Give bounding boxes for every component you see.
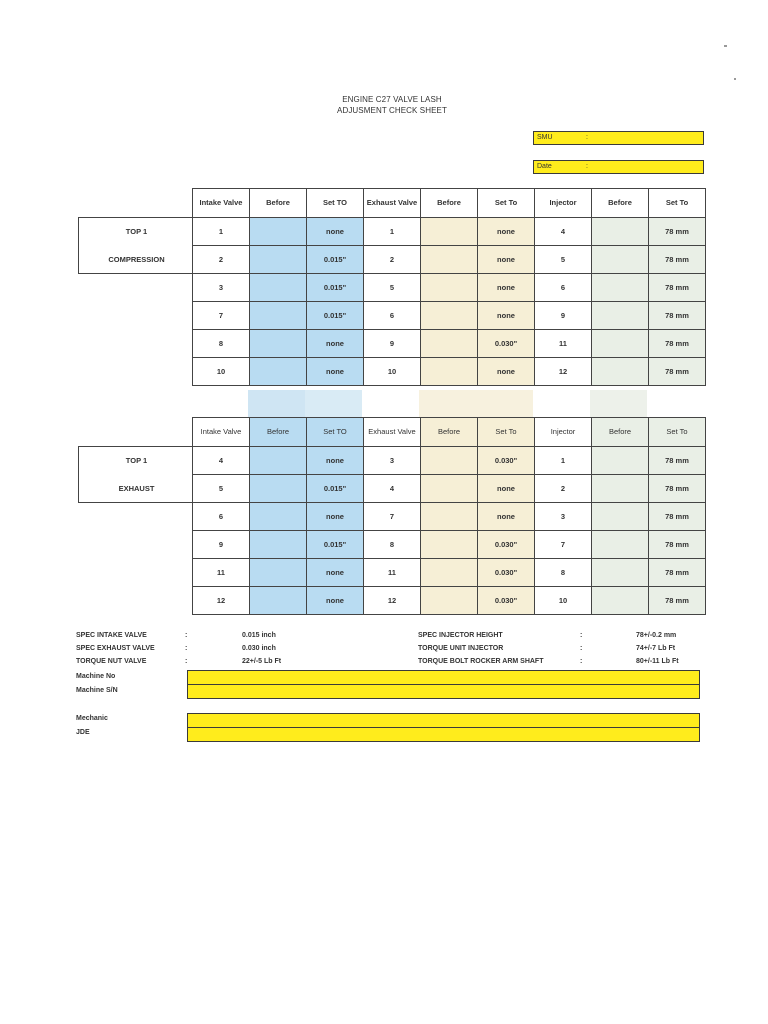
intake-set-cell: 0.015" [307, 475, 364, 503]
exhaust-before-input[interactable] [421, 503, 478, 531]
mechanic-field[interactable] [187, 713, 700, 728]
intake-valve-cell: 12 [193, 587, 250, 615]
injector-cell: 12 [535, 358, 592, 386]
intake-before-input[interactable] [250, 218, 307, 246]
intake-set-cell: none [307, 447, 364, 475]
table-row [193, 503, 706, 531]
injector-before-input[interactable] [592, 531, 649, 559]
table1-header-set-intake: Set TO [307, 189, 364, 218]
table2-header-injector: Injector [535, 418, 592, 447]
exhaust-set-cell: 0.030" [478, 447, 535, 475]
exhaust-set-cell: none [478, 358, 535, 386]
intake-valve-cell: 4 [193, 447, 250, 475]
intake-valve-cell: 5 [193, 475, 250, 503]
table1-header-set-exhaust: Set To [478, 189, 535, 218]
exhaust-set-cell: none [478, 302, 535, 330]
exhaust-before-input[interactable] [421, 274, 478, 302]
table2-header-set-intake: Set TO [307, 418, 364, 447]
spec-exhaust-valve-label: SPEC EXHAUST VALVE [76, 645, 155, 652]
intake-set-cell: 0.015" [307, 531, 364, 559]
injector-before-input[interactable] [592, 246, 649, 274]
exhaust-valve-cell: 3 [364, 447, 421, 475]
date-label: Date [537, 163, 552, 170]
table2-header-before-injector: Before [592, 418, 649, 447]
exhaust-valve-cell: 4 [364, 475, 421, 503]
scan-speck [734, 78, 736, 80]
table1-header-injector: Injector [535, 189, 592, 218]
table1-label-bottom: COMPRESSION [108, 255, 165, 264]
injector-before-input[interactable] [592, 447, 649, 475]
injector-before-input[interactable] [592, 475, 649, 503]
intake-before-input[interactable] [250, 475, 307, 503]
injector-cell: 9 [535, 302, 592, 330]
injector-set-cell: 78 mm [649, 475, 706, 503]
table-row [193, 302, 706, 330]
intake-set-cell: none [307, 559, 364, 587]
page-title-line1: ENGINE C27 VALVE LASH [342, 95, 442, 104]
injector-set-cell: 78 mm [649, 330, 706, 358]
table2-label-bottom: EXHAUST [118, 484, 155, 493]
intake-set-cell: none [307, 587, 364, 615]
spec-exhaust-valve-value: 0.030 inch [242, 645, 276, 652]
injector-set-cell: 78 mm [649, 358, 706, 386]
intake-before-input[interactable] [250, 559, 307, 587]
table-row [193, 475, 706, 503]
injector-cell: 8 [535, 559, 592, 587]
exhaust-set-cell: none [478, 274, 535, 302]
injector-cell: 7 [535, 531, 592, 559]
intake-valve-cell: 8 [193, 330, 250, 358]
table-row [193, 358, 706, 386]
exhaust-before-input[interactable] [421, 358, 478, 386]
exhaust-valve-cell: 12 [364, 587, 421, 615]
smu-colon: : [586, 134, 588, 141]
injector-cell: 1 [535, 447, 592, 475]
exhaust-before-input[interactable] [421, 246, 478, 274]
torque-unit-injector-label: TORQUE UNIT INJECTOR [418, 645, 504, 652]
injector-cell: 3 [535, 503, 592, 531]
page-title-line2: ADJUSMENT CHECK SHEET [337, 106, 447, 115]
machine-sn-field[interactable] [187, 684, 700, 699]
table1-header-set-injector: Set To [649, 189, 706, 218]
intake-set-cell: none [307, 358, 364, 386]
torque-bolt-rocker-label: TORQUE BOLT ROCKER ARM SHAFT [418, 658, 544, 665]
table-row [193, 330, 706, 358]
table1-header-intake: Intake Valve [193, 189, 250, 218]
table-row [193, 218, 706, 246]
intake-valve-cell: 10 [193, 358, 250, 386]
intake-set-cell: none [307, 330, 364, 358]
injector-before-input[interactable] [592, 302, 649, 330]
injector-set-cell: 78 mm [649, 559, 706, 587]
exhaust-valve-cell: 5 [364, 274, 421, 302]
injector-before-input[interactable] [592, 274, 649, 302]
table1-label-box [78, 217, 193, 274]
injector-before-input[interactable] [592, 503, 649, 531]
exhaust-set-cell: 0.030" [478, 587, 535, 615]
spec-injector-height-colon: : [580, 632, 583, 639]
exhaust-valve-cell: 10 [364, 358, 421, 386]
jde-field[interactable] [187, 727, 700, 742]
table1-header-exhaust: Exhaust Valve [364, 189, 421, 218]
table-row [193, 531, 706, 559]
injector-set-cell: 78 mm [649, 218, 706, 246]
spec-intake-valve-value: 0.015 inch [242, 632, 276, 639]
spec-intake-valve-label: SPEC INTAKE VALVE [76, 632, 147, 639]
table1-header-before-intake: Before [250, 189, 307, 218]
table-row [193, 274, 706, 302]
injector-before-input[interactable] [592, 330, 649, 358]
intake-valve-cell: 9 [193, 531, 250, 559]
table2-label-box [78, 446, 193, 503]
exhaust-before-input[interactable] [421, 475, 478, 503]
injector-before-input[interactable] [592, 559, 649, 587]
intake-before-input[interactable] [250, 503, 307, 531]
exhaust-before-gap-band [419, 390, 533, 418]
exhaust-valve-cell: 8 [364, 531, 421, 559]
injector-set-cell: 78 mm [649, 587, 706, 615]
table-row [193, 246, 706, 274]
exhaust-before-input[interactable] [421, 447, 478, 475]
intake-valve-cell: 6 [193, 503, 250, 531]
exhaust-set-cell: none [478, 246, 535, 274]
exhaust-valve-cell: 9 [364, 330, 421, 358]
spec-injector-height-label: SPEC INJECTOR HEIGHT [418, 632, 503, 639]
torque-nut-valve-value: 22+/-5 Lb Ft [242, 658, 282, 665]
spec-intake-valve-colon: : [185, 632, 188, 639]
exhaust-valve-cell: 11 [364, 559, 421, 587]
intake-before-input[interactable] [250, 587, 307, 615]
injector-set-cell: 78 mm [649, 246, 706, 274]
table1-header-before-exhaust: Before [421, 189, 478, 218]
exhaust-valve-cell: 7 [364, 503, 421, 531]
exhaust-before-input[interactable] [421, 302, 478, 330]
intake-before-gap-band [248, 390, 305, 418]
intake-valve-cell: 3 [193, 274, 250, 302]
torque-nut-valve-colon: : [185, 658, 188, 665]
injector-cell: 4 [535, 218, 592, 246]
exhaust-set-cell: 0.030" [478, 559, 535, 587]
machine-sn-label: Machine S/N [76, 687, 118, 694]
spec-injector-height-value: 78+/-0.2 mm [636, 632, 677, 639]
exhaust-valve-cell: 2 [364, 246, 421, 274]
intake-before-input[interactable] [250, 246, 307, 274]
intake-set-cell: 0.015" [307, 302, 364, 330]
exhaust-set-cell: 0.030" [478, 531, 535, 559]
exhaust-table [192, 417, 706, 615]
intake-valve-cell: 11 [193, 559, 250, 587]
smu-field[interactable] [533, 131, 704, 145]
machine-no-field[interactable] [187, 670, 700, 685]
jde-label: JDE [76, 729, 90, 736]
table-row [193, 587, 706, 615]
injector-set-cell: 78 mm [649, 274, 706, 302]
table2-header-set-injector: Set To [649, 418, 706, 447]
intake-valve-cell: 1 [193, 218, 250, 246]
injector-set-cell: 78 mm [649, 503, 706, 531]
injector-before-input[interactable] [592, 358, 649, 386]
intake-set-cell: none [307, 218, 364, 246]
table1-label-top: TOP 1 [125, 227, 148, 236]
intake-before-input[interactable] [250, 330, 307, 358]
torque-unit-injector-value: 74+/-7 Lb Ft [636, 645, 676, 652]
torque-bolt-rocker-value: 80+/-11 Lb Ft [636, 658, 679, 665]
injector-before-input[interactable] [592, 587, 649, 615]
intake-before-input[interactable] [250, 302, 307, 330]
exhaust-before-input[interactable] [421, 587, 478, 615]
intake-before-input[interactable] [250, 274, 307, 302]
compression-table [192, 188, 706, 386]
spec-exhaust-valve-colon: : [185, 645, 188, 652]
scan-speck [724, 45, 727, 47]
table2-header-row [193, 418, 706, 447]
intake-valve-cell: 2 [193, 246, 250, 274]
table1-header-before-injector: Before [592, 189, 649, 218]
table-row [193, 559, 706, 587]
injector-cell: 10 [535, 587, 592, 615]
exhaust-valve-cell: 6 [364, 302, 421, 330]
intake-set-cell: 0.015" [307, 274, 364, 302]
exhaust-before-input[interactable] [421, 218, 478, 246]
torque-unit-injector-colon: : [580, 645, 583, 652]
exhaust-set-cell: none [478, 503, 535, 531]
intake-before-input[interactable] [250, 447, 307, 475]
table2-header-before-exhaust: Before [421, 418, 478, 447]
table2-header-exhaust: Exhaust Valve [364, 418, 421, 447]
mechanic-label: Mechanic [76, 715, 108, 722]
table1-header-row [193, 189, 706, 218]
injector-cell: 6 [535, 274, 592, 302]
intake-before-input[interactable] [250, 531, 307, 559]
intake-set-cell: 0.015" [307, 246, 364, 274]
set-intake-gap-band [305, 390, 362, 418]
exhaust-set-cell: none [478, 218, 535, 246]
exhaust-set-cell: none [478, 475, 535, 503]
exhaust-before-input[interactable] [421, 559, 478, 587]
exhaust-before-input[interactable] [421, 531, 478, 559]
exhaust-set-cell: 0.030" [478, 330, 535, 358]
injector-set-cell: 78 mm [649, 531, 706, 559]
table2-header-intake: Intake Valve [193, 418, 250, 447]
injector-cell: 2 [535, 475, 592, 503]
injector-cell: 11 [535, 330, 592, 358]
date-colon: : [586, 163, 588, 170]
exhaust-valve-cell: 1 [364, 218, 421, 246]
smu-label: SMU [537, 134, 553, 141]
injector-before-gap-band [590, 390, 647, 418]
table-row [193, 447, 706, 475]
intake-valve-cell: 7 [193, 302, 250, 330]
intake-before-input[interactable] [250, 358, 307, 386]
table2-label-top: TOP 1 [125, 456, 148, 465]
injector-set-cell: 78 mm [649, 447, 706, 475]
table2-header-before-intake: Before [250, 418, 307, 447]
injector-cell: 5 [535, 246, 592, 274]
injector-before-input[interactable] [592, 218, 649, 246]
torque-bolt-rocker-colon: : [580, 658, 583, 665]
exhaust-before-input[interactable] [421, 330, 478, 358]
intake-set-cell: none [307, 503, 364, 531]
torque-nut-valve-label: TORQUE NUT VALVE [76, 658, 147, 665]
machine-no-label: Machine No [76, 673, 116, 680]
date-field[interactable] [533, 160, 704, 174]
table2-header-set-exhaust: Set To [478, 418, 535, 447]
injector-set-cell: 78 mm [649, 302, 706, 330]
